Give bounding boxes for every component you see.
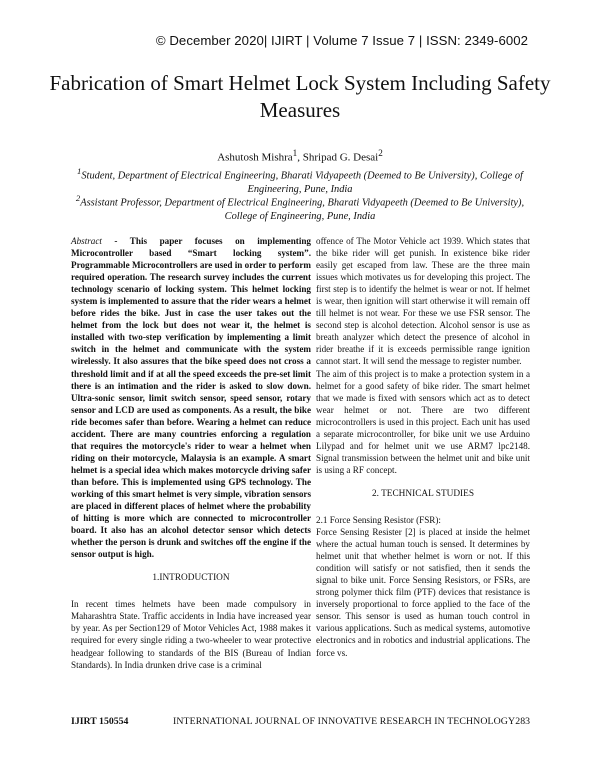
author-separator: , — [297, 151, 303, 164]
journal-header: © December 2020| IJIRT | Volume 7 Issue 7 | ISSN: 2349-6002 — [155, 33, 528, 48]
abstract — [71, 235, 311, 560]
fsr-paragraph: Force Sensing Resister [2] is placed at inside the helmet where the actual human touch is sensed. It determines by helmet unit that whether helmet is worn or not. If this condition will satisfy or not satisfied, then it sends the signal to bike unit. Force Sensing Resistors, or FSRs, are strong polymer thick film (PTF) devices that resistance is inversely proportional to force applied to the face of the sensor. This sensor is used as human touch control in various applications. Such as medical systems, automotive electronics and in robotics and industrial applications. The force vs. — [316, 527, 530, 658]
affiliation — [74, 192, 526, 223]
affiliation-mark: 2 — [75, 193, 81, 203]
section-heading-technical-studies: 2. TECHNICAL STUDIES — [371, 488, 474, 499]
affiliation-text: Student, Department of Electrical Engineering, Bharati Vidyapeeth (Deemed to Be University), College of Engineering, Pune, India — [81, 170, 523, 195]
page-footer — [71, 716, 530, 730]
author-line — [40, 148, 560, 164]
author-name: Shripad G. Desai — [302, 151, 379, 164]
right-column — [316, 235, 530, 659]
affiliation-text: Assistant Professor, Department of Electrical Engineering, Bharati Vidyapeeth (Deemed to Be University), College of Engineering, Pune, India — [80, 197, 525, 222]
left-column — [71, 235, 311, 671]
intro-paragraph-continued: offence of The Motor Vehicle act 1939. Which states that the bike rider will get punish. In existence bike rider easily get escaped from law. These are the three main issues which motivates us for developing this project. The first step is to identify the helmet is wear or not. If helmet is wear, then ignition will start otherwise it will remain off till helmet is not wear. For these we use FSR sensor. The second step is alcohol detection. Alcohol sensor is use as breath analyzer which detect the presence of alcohol in rider breathe if it is exceeds permissible range ignition cannot start. It will send the message to register number. — [316, 236, 530, 367]
aim-paragraph: The aim of this project is to make a protection system in a helmet for a good safety of bike rider. The smart helmet that we made is fixed with sensors which act as to detect wear helmet or not. There are two different microcontrollers is used in this project. Each unit has used a separate microcontroller, for bike unit we use Arduino Lilypad and for helmet unit we use ARM7 lpc2148. Signal transmission between the helmet unit and bike unit is using a RF concept. — [316, 368, 530, 475]
subsection-heading-fsr: 2.1 Force Sensing Resistor (FSR): — [316, 514, 441, 525]
author-name: Ashutosh Mishra — [217, 151, 293, 164]
abstract-text: - This paper focuses on implementing Microcontroller based “Smart locking system”. Programmable Microcontrollers are used in order to perform required operation. The research survey includes the current technology scenario of locking system. This helmet locking system is implemented to assure that the rider wears a helmet before rides the bike. Just in case the user takes out the helmet from the lock but does not wear it, the helmet is installed with two-step verification by implementing a limit switch in the helmet and communicate with the system wirelessly. It also assures that the bike speed does not cross a threshold limit and if at all the speed exceeds the pre-set limit there is an intimation and the rider is asked to slow down. Ultra-sonic sensor, limit switch sensor, speed sensor, rotary sensor and LCD are used as components. As a result, the bike ride becomes safer than before. Wearing a helmet can reduce accident. There are many countries enforcing a regulation that requires the motorcycle's rider to wear a helmet when riding on their motorcycle, Malaysia is an example. A smart helmet is a special idea which makes motorcycle driving safer than before. This is implemented using GPS technology. The working of this smart helmet is very simple, vibration sensors are placed in different places of helmet where the probability of hitting is more which are connected to microcontroller board. It also has an alcohol detector sensor which detects whether the person is drunk and switches off the engine if the sensor output is high. — [71, 236, 311, 560]
intro-paragraph: In recent times helmets have been made compulsory in Maharashtra State. Traffic accidents in India have increased year by year. As per Section129 of Motor Vehicles Act, 1988 makes it required for every single riding a two-wheeler to wear protective headgear following to standards of the BIS (Bureau of Indian Standards). In India drunken drive case is a criminal — [71, 599, 311, 670]
abstract-label: Abstract — [71, 236, 102, 246]
paper-id: IJIRT 150554 — [71, 716, 129, 727]
author-affil-mark: 1 — [292, 148, 298, 158]
section-heading-introduction: 1.INTRODUCTION — [152, 573, 230, 584]
page-number: 283 — [515, 716, 530, 727]
affiliation-mark: 1 — [77, 166, 82, 176]
journal-name: INTERNATIONAL JOURNAL OF INNOVATIVE RESEARCH IN TECHNOLOGY — [173, 716, 516, 727]
author-affil-mark: 2 — [378, 148, 383, 158]
paper-title: Fabrication of Smart Helmet Lock System Including Safety Measures — [49, 71, 551, 122]
